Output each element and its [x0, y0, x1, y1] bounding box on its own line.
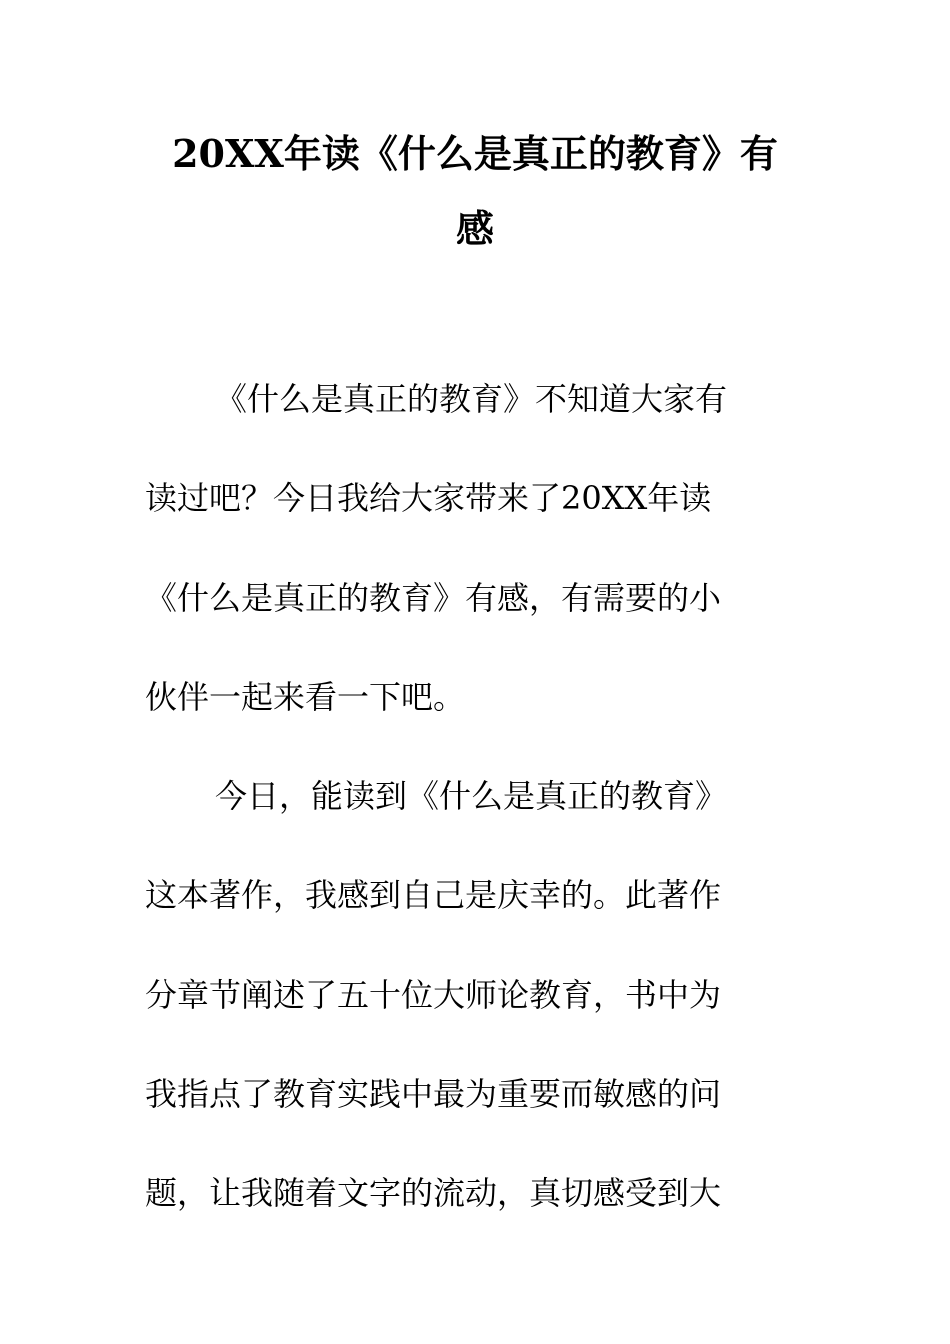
document-title-line-1: 20XX年读《什么是真正的教育》有 — [172, 131, 778, 176]
paragraph-2-line-2: 这本著作，我感到自己是庆幸的。此著作 — [145, 876, 722, 914]
paragraph-2-line-4: 我指点了教育实践中最为重要而敏感的问 — [145, 1075, 722, 1113]
paragraph-2-line-3: 分章节阐述了五十位大师论教育，书中为 — [145, 976, 722, 1014]
paragraph-2-line-1: 今日，能读到《什么是真正的教育》 — [215, 777, 728, 815]
paragraph-1-line-4: 伙伴一起来看一下吧。 — [145, 678, 466, 716]
paragraph-1-line-2: 读过吧？今日我给大家带来了20XX年读 — [145, 479, 712, 517]
paragraph-2-line-5: 题，让我随着文字的流动，真切感受到大 — [145, 1174, 722, 1212]
paragraph-1-line-3: 《什么是真正的教育》有感，有需要的小 — [145, 579, 722, 617]
paragraph-1-line-1: 《什么是真正的教育》不知道大家有 — [215, 380, 728, 418]
document-title-line-2: 感 — [455, 206, 494, 251]
